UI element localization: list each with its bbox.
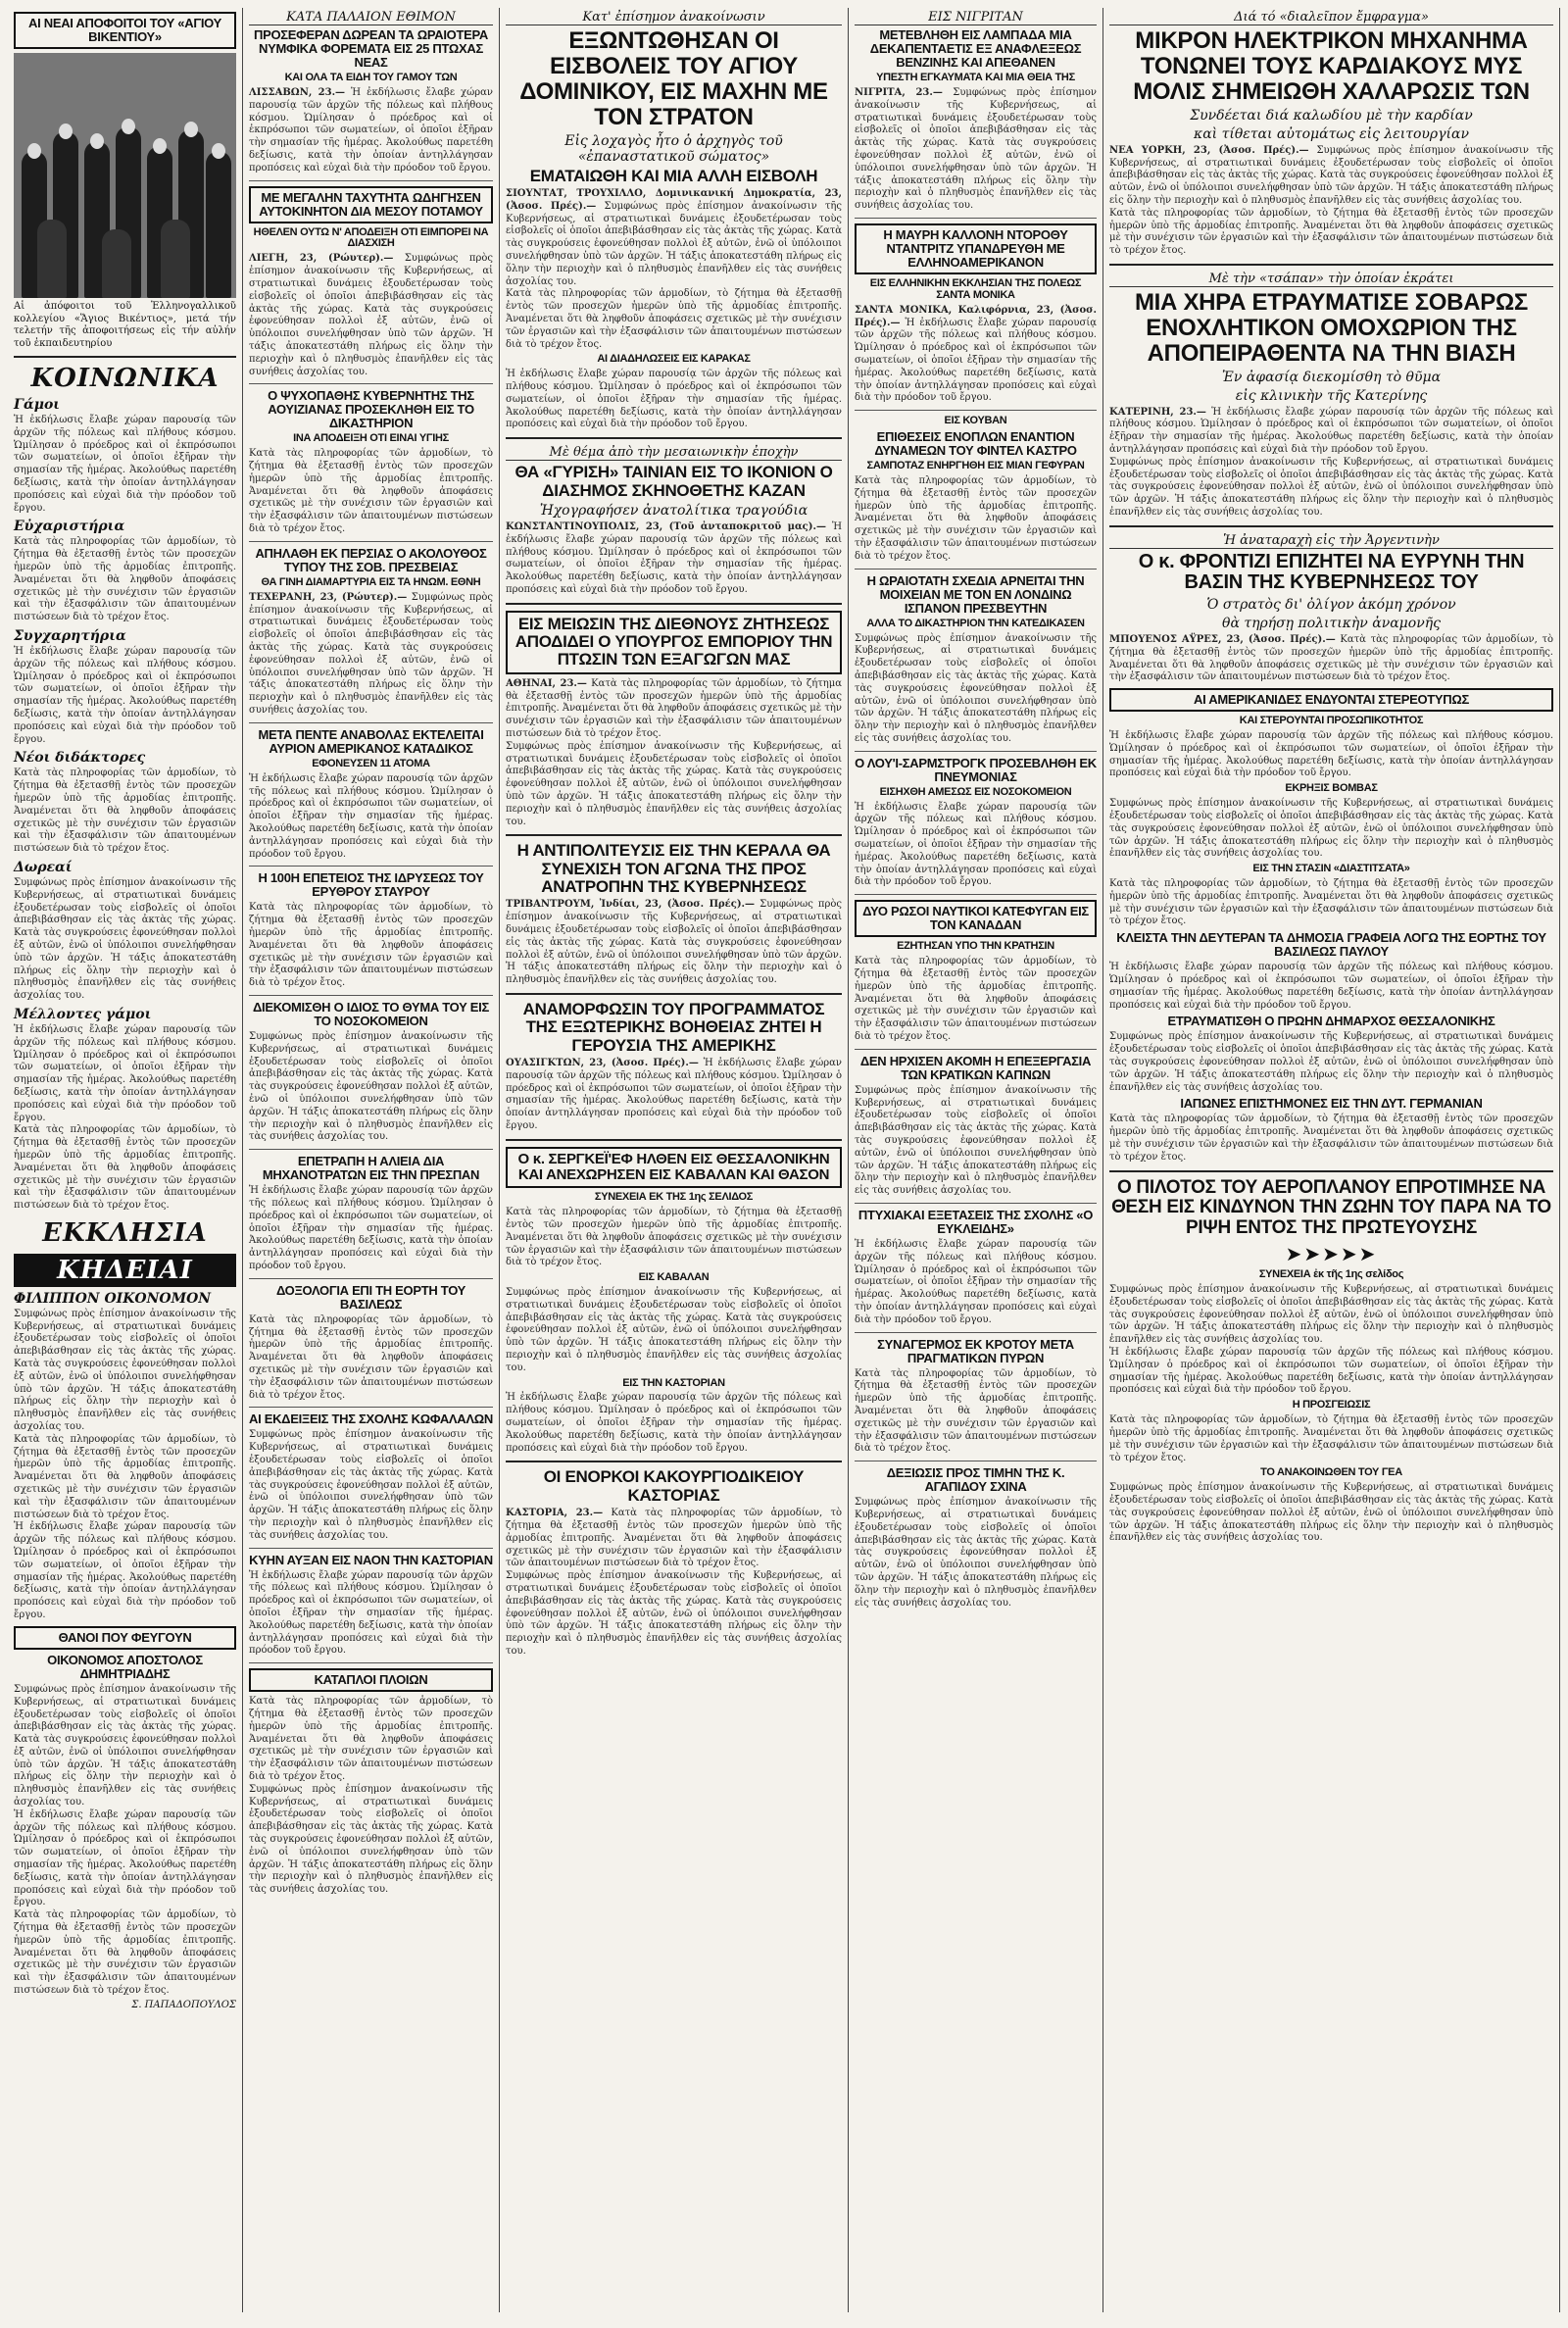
mellontes-text-2: Κατὰ τὰς πληροφορίας τῶν ἁρμοδίων, τὸ ζήτημα θὰ ἐξετασθῇ ἐντὸς τῶν προσεχῶν ἡμερῶν ὑπὸ τῆς ἀρμοδίας ἐπιτροπῆς. Ἀναμένεται ὅτι θὰ ληφθοῦν ἀποφάσεις σχετικῶς μὲ τὴν συνέχισιν τῶν ἐργασιῶν καὶ τὴν ἐξασφάλισιν τῶν ἀπαιτουμένων πιστώσεων διὰ τὸ τρέχον ἔτος. — [14, 1124, 236, 1212]
column-2 — [243, 8, 500, 2312]
didaktores-text: Κατὰ τὰς πληροφορίας τῶν ἁρμοδίων, τὸ ζήτημα θὰ ἐξετασθῇ ἐντὸς τῶν προσεχῶν ἡμερῶν ὑπὸ τῆς ἀρμοδίας ἐπιτροπῆς. Ἀναμένεται ὅτι θὰ ληφθοῦν ἀποφάσεις σχετικῶς μὲ τὴν συνέχισιν τῶν ἐργασιῶν καὶ τὴν ἐξασφάλισιν τῶν ἀπαιτουμένων πιστώσεων διὰ τὸ τρέχον ἔτος. — [14, 768, 236, 855]
sub-bomb: ΕΚΡΗΞΙΣ ΒΟΜΒΑΣ — [1285, 782, 1378, 795]
signature: Σ. ΠΑΠΑΔΟΠΟΥΛΟΣ — [131, 1999, 236, 2010]
dateline-kastoria: ΚΑΣΤΟΡΙΑ, 23.— — [506, 1508, 604, 1519]
headline-kataploi: ΚΑΤΑΠΛΟΙ ΠΛΟΙΩΝ — [249, 1668, 493, 1692]
dateline-lissavon: ΛΙΣΣΑΒΩΝ, 23.— — [249, 86, 346, 98]
sub-kideia-1: ΦΙΛΙΠΠΟΝ ΟΙΚΟΝΟΜΟΝ — [14, 1290, 212, 1307]
eisvoli-text: Συμφώνως πρὸς ἐπίσημον ἀνακοίνωσιν τῆς Κυβερνήσεως, αἱ στρατιωτικαὶ δυνάμεις ἐξουδετέρωσαν τοὺς εἰσβολεῖς οἱ ὁποῖοι ἀπεβιβάσθησαν εἰς τὰς ἀκτὰς τῆς χώρας. Κατὰ τὰς συγκρούσεις ἐφονεύθησαν πολλοὶ ἐξ αὐτῶν, ἐνῶ οἱ ὑπόλοιποι συνελήφθησαν ὑπὸ τῶν ἀρχῶν. Ἡ τάξις ἀποκατεστάθη πλήρως εἰς ὅλην τὴν περιοχὴν καὶ ὁ πληθυσμὸς ἐπανῆλθεν εἰς τὰς συνήθεις ἀσχολίας του. — [506, 200, 842, 287]
sub-stasis: ΕΙΣ ΤΗΝ ΣΤΑΣΙΝ «ΔΙΑΣΤΙΤΣΑΤΑ» — [1252, 863, 1410, 875]
kideia-text: Συμφώνως πρὸς ἐπίσημον ἀνακοίνωσιν τῆς Κυβερνήσεως, αἱ στρατιωτικαὶ δυνάμεις ἐξουδετέρωσαν τοὺς εἰσβολεῖς οἱ ὁποῖοι ἀπεβιβάσθησαν εἰς τὰς ἀκτὰς τῆς χώρας. Κατὰ τὰς συγκρούσεις ἐφονεύθησαν πολλοὶ ἐξ αὐτῶν, ἐνῶ οἱ ὑπόλοιποι συνελήφθησαν ὑπὸ τῶν ἀρχῶν. Ἡ τάξις ἀποκατεστάθη πλήρως εἰς ὅλην τὴν περιοχὴν καὶ ὁ πληθυσμὸς ἐπανῆλθεν εἰς τὰς συνήθεις ἀσχολίας του. — [14, 1308, 236, 1433]
amerikanides-text: Ἡ ἐκδήλωσις ἔλαβε χώραν παρουσίᾳ τῶν ἀρχῶν τῆς πόλεως καὶ πλήθους κόσμου. Ὡμίλησαν ὁ πρόεδρος καὶ οἱ ἐκπρόσωποι τῶν σωματείων, οἱ ὁποῖοι ἐξῆραν τὴν σημασίαν τῆς ἡμέρας. Ἀκολούθως παρετέθη δεξίωσις, κατὰ τὴν ὁποίαν ἀντηλλάγησαν προπόσεις καὶ εὐχαὶ διὰ τὴν πρόοδον τοῦ ἔργου. — [1109, 730, 1553, 779]
sub-nautikoi: ΕΖΗΤΗΣΑΝ ΥΠΟ ΤΗΝ ΚΡΑΤΗΣΙΝ — [897, 940, 1054, 953]
dorea-text: Συμφώνως πρὸς ἐπίσημον ἀνακοίνωσιν τῆς Κυβερνήσεως, αἱ στρατιωτικαὶ δυνάμεις ἐξουδετέρωσαν τοὺς εἰσβολεῖς οἱ ὁποῖοι ἀπεβιβάσθησαν εἰς τὰς ἀκτὰς τῆς χώρας. Κατὰ τὰς συγκρούσεις ἐφονεύθησαν πολλοὶ ἐξ αὐτῶν, ἐνῶ οἱ ὑπόλοιποι συνελήφθησαν ὑπὸ τῶν ἀρχῶν. Ἡ τάξις ἀποκατεστάθη πλήρως εἰς ὅλην τὴν περιοχὴν καὶ ὁ πληθυσμὸς ἐπανῆλθεν εἰς τὰς συνήθεις ἀσχολίας του. — [14, 876, 236, 1002]
section-ekklisia: ΕΚΚΛΗΣΙΑ — [42, 1217, 208, 1248]
sub-ichografisen: Ἠχογραφήσεν ἀνατολίτικα τραγούδια — [539, 502, 808, 519]
oikonomos-text: Συμφώνως πρὸς ἐπίσημον ἀνακοίνωσιν τῆς Κυβερνήσεως, αἱ στρατιωτικαὶ δυνάμεις ἐξουδετέρωσαν τοὺς εἰσβολεῖς οἱ ὁποῖοι ἀπεβιβάσθησαν εἰς τὰς ἀκτὰς τῆς χώρας. Κατὰ τὰς συγκρούσεις ἐφονεύθησαν πολλοὶ ἐξ αὐτῶν, ἐνῶ οἱ ὑπόλοιποι συνελήφθησαν ὑπὸ τῶν ἀρχῶν. Ἡ τάξις ἀποκατεστάθη πλήρως εἰς ὅλην τὴν περιοχὴν καὶ ὁ πληθυσμὸς ἐπανῆλθεν εἰς τὰς συνήθεις ἀσχολίας του. — [14, 1683, 236, 1808]
kicker-nigritan: ΕΙΣ ΝΙΓΡΙΤΑΝ — [855, 10, 1097, 25]
arrow-ornament: ➤➤➤➤➤ — [1285, 1242, 1378, 1266]
headline-amerikanides: ΑΙ ΑΜΕΡΙΚΑΝΙΔΕΣ ΕΝΔΥΟΝΤΑΙ ΣΤΕΡΕΟΤΥΠΩΣ — [1109, 688, 1553, 712]
sub-eucharistiria: Εὐχαριστήρια — [14, 519, 125, 535]
sub-persia: ΘΑ ΓΙΝΗ ΔΙΑΜΑΡΤΥΡΙΑ ΕΙΣ ΤΑ ΗΝΩΜ. ΕΘΝΗ — [261, 575, 481, 588]
exagogon-text-2: Συμφώνως πρὸς ἐπίσημον ἀνακοίνωσιν τῆς Κυβερνήσεως, αἱ στρατιωτικαὶ δυνάμεις ἐξουδετέρωσαν τοὺς εἰσβολεῖς οἱ ὁποῖοι ἀπεβιβάσθησαν εἰς τὰς ἀκτὰς τῆς χώρας. Κατὰ τὰς συγκρούσεις ἐφονεύθησαν πολλοὶ ἐξ αὐτῶν, ἐνῶ οἱ ὑπόλοιποι συνελήφθησαν ὑπὸ τῶν ἀρχῶν. Ἡ τάξις ἀποκατεστάθη πλήρως εἰς ὅλην τὴν περιοχὴν καὶ ὁ πληθυσμὸς ἐπανῆλθεν εἰς τὰς συνήθεις ἀσχολίας του. — [506, 740, 842, 827]
dexiosis-text: Συμφώνως πρὸς ἐπίσημον ἀνακοίνωσιν τῆς Κυβερνήσεως, αἱ στρατιωτικαὶ δυνάμεις ἐξουδετέρωσαν τοὺς εἰσβολεῖς οἱ ὁποῖοι ἀπεβιβάσθησαν εἰς τὰς ἀκτὰς τῆς χώρας. Κατὰ τὰς συγκρούσεις ἐφονεύθησαν πολλοὶ ἐξ αὐτῶν, ἐνῶ οἱ ὑπόλοιποι συνελήφθησαν ὑπὸ τῶν ἀρχῶν. Ἡ τάξις ἀποκατεστάθη πλήρως εἰς ὅλην τὴν περιοχὴν καὶ ὁ πληθυσμὸς ἐπανῆλθεν εἰς τὰς συνήθεις ἀσχολίας του. — [855, 1497, 1097, 1609]
headline-sergkeief: Ο κ. ΣΕΡΓΚΕΪ'ΕΦ ΗΛΘΕΝ ΕΙΣ ΘΕΣΣΑΛΟΝΙΚΗΝ ΚΑΙ ΑΝΕΧΩΡΗΣΕΝ ΕΙΣ ΚΑΒΑΛΑΝ ΚΑΙ ΘΑΣΟΝ — [506, 1147, 842, 1188]
headline-synagermos: ΣΥΝΑΓΕΡΜΟΣ ΕΚ ΚΡΟΤΟΥ ΜΕΤΑ ΠΡΑΓΜΑΤΙΚΩΝ ΠΥΡΩΝ — [877, 1336, 1074, 1365]
dateline-nea-yorki: ΝΕΑ ΥΟΡΚΗ, 23, (Ἀσοσ. Πρές).— — [1109, 144, 1309, 156]
sub-anamonis: θὰ τηρήσῃ πολιτικὴν ἀναμονῆς — [1222, 615, 1441, 631]
headline-kastoria-naos: ΚΥΗΝ ΑΥΞΑΝ ΕΙΣ ΝΑΟΝ ΤΗΝ ΚΑΣΤΟΡΙΑΝ — [249, 1552, 493, 1567]
headline-lampada: ΜΕΤΕΒΛΗΘΗ ΕΙΣ ΛΑΜΠΑΔΑ ΜΙΑ ΔΕΚΑΠΕΝΤΑΕΤΙΣ ΕΞ ΑΝΑΦΛΕΞΕΩΣ ΒΕΝΖΙΝΗΣ ΚΑΙ ΑΠΕΘΑΝΕΝ — [869, 27, 1082, 71]
sub-lampada: ΥΠΕΣΤΗ ΕΓΚΑΥΜΑΤΑ ΚΑΙ ΜΙΑ ΘΕΙΑ ΤΗΣ — [876, 72, 1075, 84]
nosokomeion-text: Συμφώνως πρὸς ἐπίσημον ἀνακοίνωσιν τῆς Κυβερνήσεως, αἱ στρατιωτικαὶ δυνάμεις ἐξουδετέρωσαν τοὺς εἰσβολεῖς οἱ ὁποῖοι ἀπεβιβάσθησαν εἰς τὰς ἀκτὰς τῆς χώρας. Κατὰ τὰς συγκρούσεις ἐφονεύθησαν πολλοὶ ἐξ αὐτῶν, ἐνῶ οἱ ὑπόλοιποι συνελήφθησαν ὑπὸ τῶν ἀρχῶν. Ἡ τάξις ἀποκατεστάθη πλήρως εἰς ὅλην τὴν περιοχὴν καὶ ὁ πληθυσμὸς ἐπανῆλθεν εἰς τὰς συνήθεις ἀσχολίας του. — [249, 1031, 493, 1143]
sub-stratos: Ὁ στρατὸς δι' ὀλίγον ἀκόμη χρόνον — [1206, 596, 1456, 613]
mellontes-text: Ἡ ἐκδήλωσις ἔλαβε χώραν παρουσίᾳ τῶν ἀρχῶν τῆς πόλεως καὶ πλήθους κόσμου. Ὡμίλησαν ὁ πρόεδρος καὶ οἱ ἐκπρόσωποι τῶν σωματείων, οἱ ὁποῖοι ἐξῆραν τὴν σημασίαν τῆς ἡμέρας. Ἀκολούθως παρετέθη δεξίωσις, κατὰ τὴν ὁποίαν ἀντηλλάγησαν προπόσεις καὶ εὐχαὶ διὰ τὴν πρόοδον τοῦ ἔργου. — [14, 1023, 236, 1123]
dimarchos-text: Συμφώνως πρὸς ἐπίσημον ἀνακοίνωσιν τῆς Κυβερνήσεως, αἱ στρατιωτικαὶ δυνάμεις ἐξουδετέρωσαν τοὺς εἰσβολεῖς οἱ ὁποῖοι ἀπεβιβάσθησαν εἰς τὰς ἀκτὰς τῆς χώρας. Κατὰ τὰς συγκρούσεις ἐφονεύθησαν πολλοὶ ἐξ αὐτῶν, ἐνῶ οἱ ὑπόλοιποι συνελήφθησαν ὑπὸ τῶν ἀρχῶν. Ἡ τάξις ἀποκατεστάθη πλήρως εἰς ὅλην τὴν περιοχὴν καὶ ὁ πληθυσμὸς ἐπανῆλθεν εἰς τὰς συνήθεις ἀσχολίας του. — [1109, 1031, 1553, 1093]
headline-kapnon: ΔΕΝ ΗΡΧΙΣΕΝ ΑΚΟΜΗ Η ΕΠΕΞΕΡΓΑΣΙΑ ΤΩΝ ΚΡΑΤΙΚΩΝ ΚΑΠΝΩΝ — [859, 1053, 1092, 1082]
sergkeief-text: Κατὰ τὰς πληροφορίας τῶν ἁρμοδίων, τὸ ζήτημα θὰ ἐξετασθῇ ἐντὸς τῶν προσεχῶν ἡμερῶν ὑπὸ τῆς ἀρμοδίας ἐπιτροπῆς. Ἀναμένεται ὅτι θὰ ληφθοῦν ἀποφάσεις σχετικῶς μὲ τὴν συνέχισιν τῶν ἐργασιῶν καὶ τὴν ἐξασφάλισιν τῶν ἀπαιτουμένων πιστώσεων διὰ τὸ τρέχον ἔτος. — [506, 1207, 842, 1268]
kicker-emfragma: Διά τό «διαλεῖπον ἔμφραγμα» — [1109, 10, 1553, 25]
headline-eukleidis: ΠΤΥΧΙΑΚΑΙ ΕΞΕΤΑΣΕΙΣ ΤΗΣ ΣΧΟΛΗΣ «Ο ΕΥΚΛΕΙΔΗΣ» — [858, 1207, 1094, 1236]
headline-chira: ΜΙΑ ΧΗΡΑ ΕΤΡΑΥΜΑΤΙΣΕ ΣΟΒΑΡΩΣ ΕΝΟΧΛΗΤΙΚΟΝ ΟΜΟΧΩΡΙΟΝ ΤΗΣ ΑΠΟΠΕΙΡΑΘΕΝΤΑ ΝΑ ΤΗΝ ΒΙΑΣΗ — [1134, 288, 1528, 367]
sub-gamoi: Γάμοι — [14, 397, 61, 414]
headline-kerala: Η ΑΝΤΙΠΟΛΙΤΕΥΣΙΣ ΕΙΣ ΤΗΝ ΚΕΡΑΛΑ ΘΑ ΣΥΝΕΧΙΣΗ ΤΟΝ ΑΓΩΝΑ ΤΗΣ ΠΡΟΣ ΑΝΑΤΡΟΠΗΝ ΤΗΣ ΚΥΒΕΡΝΗΣΕΩΣ — [516, 841, 831, 897]
dateline-siountat: ΣΙΟΥΝΤΑΤ, ΤΡΟΥΧΙΛΛΟ, Δομινικανική Δημοκρατία, 23, (Ἀσοσ. Πρές).— — [506, 187, 842, 212]
headline-eisvoli: ΕΜΑΤΑΙΩΘΗ ΚΑΙ ΜΙΑ ΑΛΛΗ ΕΙΣΒΟΛΗ — [529, 166, 818, 185]
sub-leitourgian: καὶ τίθεται αὐτομάτως εἰς λειτουργίαν — [1194, 125, 1469, 142]
sub-thanoi: ΘΑΝΟΙ ΠΟΥ ΦΕΥΓΟΥΝ — [14, 1626, 236, 1650]
photo-caption: Αἱ ἀπόφοιτοι τοῦ Ἑλληνογαλλικοῦ κολλεγίου «Ἅγιος Βικέντιος», μετά τήν τελετήν τῆς ἀποφοιτήσεως εἰς τήν αὐλήν τοῦ ἐκπαιδευτηρίου — [14, 301, 236, 349]
eisvoli-text-2: Κατὰ τὰς πληροφορίας τῶν ἁρμοδίων, τὸ ζήτημα θὰ ἐξετασθῇ ἐντὸς τῶν προσεχῶν ἡμερῶν ὑπὸ τῆς ἀρμοδίας ἐπιτροπῆς. Ἀναμένεται ὅτι θὰ ληφθοῦν ἀποφάσεις σχετικῶς μὲ τὴν συνέχισιν τῶν ἐργασιῶν καὶ τὴν ἐξασφάλισιν τῶν ἀπαιτουμένων πιστώσεων διὰ τὸ τρέχον ἔτος. — [506, 288, 842, 350]
synagermos-text: Κατὰ τὰς πληροφορίας τῶν ἁρμοδίων, τὸ ζήτημα θὰ ἐξετασθῇ ἐντὸς τῶν προσεχῶν ἡμερῶν ὑπὸ τῆς ἀρμοδίας ἐπιτροπῆς. Ἀναμένεται ὅτι θὰ ληφθοῦν ἀποφάσεις σχετικῶς μὲ τὴν συνέχισιν τῶν ἐργασιῶν καὶ τὴν ἐξασφάλισιν τῶν ἀπαιτουμένων πιστώσεων διὰ τὸ τρέχον ἔτος. — [855, 1367, 1097, 1455]
headline-kastro: ΕΠΙΘΕΣΕΙΣ ΕΝΟΠΛΩΝ ΕΝΑΝΤΙΟΝ ΔΥΝΑΜΕΩΝ ΤΟΥ ΦΙΝΤΕΛ ΚΑΣΤΡΟ — [874, 429, 1077, 459]
voitheias-text: Ἡ ἐκδήλωσις ἔλαβε χώραν παρουσίᾳ τῶν ἀρχῶν τῆς πόλεως καὶ πλήθους κόσμου. Ὡμίλησαν ὁ πρόεδρος καὶ οἱ ἐκπρόσωποι τῶν σωματείων, οἱ ὁποῖοι ἐξῆραν τὴν σημασίαν τῆς ἡμέρας. Ἀκολούθως παρετέθη δεξίωσις, κατὰ τὴν ὁποίαν ἀντηλλάγησαν προπόσεις καὶ εὐχαὶ διὰ τὴν πρόοδον τοῦ ἔργου. — [506, 1058, 842, 1132]
sub-oikonomos: ΟΙΚΟΝΟΜΟΣ ΑΠΟΣΤΟΛΟΣ ΔΗΜΗΤΡΙΑΔΗΣ — [47, 1652, 203, 1681]
dateline-nigrita: ΝΙΓΡΙΤΑ, 23.— — [855, 86, 943, 98]
dateline-liegi: ΛΙΕΓΗ, 23, (Ρώυτερ).— — [249, 253, 394, 265]
sub-louiziana: ΙΝΑ ΑΠΟΔΕΙΞΗ ΟΤΙ ΕΙΝΑΙ ΥΓΙΗΣ — [293, 432, 449, 445]
sub-amerikanides: ΚΑΙ ΣΤΕΡΟΥΝΤΑΙ ΠΡΟΣΩΠΙΚΟΤΗΤΟΣ — [1239, 715, 1424, 727]
sub-kouvan: ΕΙΣ ΚΟΥΒΑΝ — [944, 415, 1007, 427]
headline-kazan: ΘΑ «ΓΥΡΙΣΗ» ΤΑΙΝΙΑΝ ΕΙΣ ΤΟ ΙΚΟΝΙΟΝ Ο ΔΙΑΣΗΜΟΣ ΣΚΗΝΟΘΕΤΗΣ ΚΑΖΑΝ — [514, 463, 833, 500]
lampada-text: Συμφώνως πρὸς ἐπίσημον ἀνακοίνωσιν τῆς Κυβερνήσεως, αἱ στρατιωτικαὶ δυνάμεις ἐξουδετέρωσαν τοὺς εἰσβολεῖς οἱ ὁποῖοι ἀπεβιβάσθησαν εἰς τὰς ἀκτὰς τῆς χώρας. Κατὰ τὰς συγκρούσεις ἐφονεύθησαν πολλοὶ ἐξ αὐτῶν, ἐνῶ οἱ ὑπόλοιποι συνελήφθησαν ὑπὸ τῶν ἀρχῶν. Ἡ τάξις ἀποκατεστάθη πλήρως εἰς ὅλην τὴν περιοχὴν καὶ ὁ πληθυσμὸς ἐπανῆλθεν εἰς τὰς συνήθεις ἀσχολίας του. — [855, 86, 1097, 212]
headline-nymfika: ΠΡΟΣΕΦΕΡΑΝ ΔΩΡΕΑΝ ΤΑ ΩΡΑΙΟΤΕΡΑ ΝΥΜΦΙΚΑ ΦΟΡΕΜΑΤΑ ΕΙΣ 25 ΠΤΩΧΑΣ ΝΕΑΣ — [253, 27, 489, 71]
dateline-techerani: ΤΕΧΕΡΑΝΗ, 23, (Ρώυτερ).— — [249, 591, 408, 603]
eucharistiria-text: Κατὰ τὰς πληροφορίας τῶν ἁρμοδίων, τὸ ζήτημα θὰ ἐξετασθῇ ἐντὸς τῶν προσεχῶν ἡμερῶν ὑπὸ τῆς ἀρμοδίας ἐπιτροπῆς. Ἀναμένεται ὅτι θὰ ληφθοῦν ἀποφάσεις σχετικῶς μὲ τὴν συνέχισιν τῶν ἐργασιῶν καὶ τὴν ἐξασφάλισιν τῶν ἀπαιτουμένων πιστώσεων διὰ τὸ τρέχον ἔτος. — [14, 536, 236, 623]
headline-prespa: ΕΠΕΤΡΑΠΗ Η ΑΛΙΕΙΑ ΔΙΑ ΜΗΧΑΝΟΤΡΑΤΩΝ ΕΙΣ ΤΗΝ ΠΡΕΣΠΑΝ — [262, 1154, 480, 1183]
sub-synecheia-pilotos: ΣΥΝΕΧΕΙΑ ἐκ τῆς 1ης σελίδος — [1258, 1268, 1404, 1281]
kazan-text: Ἡ ἐκδήλωσις ἔλαβε χώραν παρουσίᾳ τῶν ἀρχῶν τῆς πόλεως καὶ πλήθους κόσμου. Ὡμίλησαν ὁ πρόεδρος καὶ οἱ ἐκπρόσωποι τῶν σωματείων, οἱ ὁποῖοι ἐξῆραν τὴν σημασίαν τῆς ἡμέρας. Ἀκολούθως παρετέθη δεξίωσις, κατὰ τὴν ὁποίαν ἀντηλλάγησαν προπόσεις καὶ εὐχαὶ διὰ τὴν πρόοδον τοῦ ἔργου. — [506, 520, 842, 595]
stasis-text: Κατὰ τὰς πληροφορίας τῶν ἁρμοδίων, τὸ ζήτημα θὰ ἐξετασθῇ ἐντὸς τῶν προσεχῶν ἡμερῶν ὑπὸ τῆς ἀρμοδίας ἐπιτροπῆς. Ἀναμένεται ὅτι θὰ ληφθοῦν ἀποφάσεις σχετικῶς μὲ τὴν συνέχισιν τῶν ἐργασιῶν καὶ τὴν ἐξασφάλισιν τῶν ἀπαιτουμένων πιστώσεων διὰ τὸ τρέχον ἔτος. — [1109, 877, 1553, 927]
sub-armstrong: ΕΙΣΗΧΘΗ ΑΜΕΣΩΣ ΕΙΣ ΝΟΣΟΚΟΜΕΙΟΝ — [879, 785, 1072, 798]
kavalan-text: Συμφώνως πρὸς ἐπίσημον ἀνακοίνωσιν τῆς Κυβερνήσεως, αἱ στρατιωτικαὶ δυνάμεις ἐξουδετέρωσαν τοὺς εἰσβολεῖς οἱ ὁποῖοι ἀπεβιβάσθησαν εἰς τὰς ἀκτὰς τῆς χώρας. Κατὰ τὰς συγκρούσεις ἐφονεύθησαν πολλοὶ ἐξ αὐτῶν, ἐνῶ οἱ ὑπόλοιποι συνελήφθησαν ὑπὸ τῶν ἀρχῶν. Ἡ τάξις ἀποκατεστάθη πλήρως εἰς ὅλην τὴν περιοχὴν καὶ ὁ πληθυσμὸς ἐπανῆλθεν εἰς τὰς συνήθεις ἀσχολίας του. — [506, 1286, 842, 1373]
pilotos-text-2: Ἡ ἐκδήλωσις ἔλαβε χώραν παρουσίᾳ τῶν ἀρχῶν τῆς πόλεως καὶ πλήθους κόσμου. Ὡμίλησαν ὁ πρόεδρος καὶ οἱ ἐκπρόσωποι τῶν σωματείων, οἱ ὁποῖοι ἐξῆραν τὴν σημασίαν τῆς ἡμέρας. Ἀκολούθως παρετέθη δεξίωσις, κατὰ τὴν ὁποίαν ἀντηλλάγησαν προπόσεις καὶ εὐχαὶ διὰ τὴν πρόοδον τοῦ ἔργου. — [1109, 1347, 1553, 1396]
dateline-konstantinoupolis: ΚΩΝΣΤΑΝΤΙΝΟΥΠΟΛΙΣ, 23, (Τοῦ ἀνταποκριτοῦ μας).— — [506, 520, 826, 532]
sub-ntantritz: ΕΙΣ ΕΛΛΗΝΙΚΗΝ ΕΚΚΛΗΣΙΑΝ ΤΗΣ ΠΟΛΕΩΣ ΣΑΝΤΑ ΜΟΝΙΚΑ — [869, 277, 1082, 301]
pilotos-text: Συμφώνως πρὸς ἐπίσημον ἀνακοίνωσιν τῆς Κυβερνήσεως, αἱ στρατιωτικαὶ δυνάμεις ἐξουδετέρωσαν τοὺς εἰσβολεῖς οἱ ὁποῖοι ἀπεβιβάσθησαν εἰς τὰς ἀκτὰς τῆς χώρας. Κατὰ τὰς συγκρούσεις ἐφονεύθησαν πολλοὶ ἐξ αὐτῶν, ἐνῶ οἱ ὑπόλοιποι συνελήφθησαν ὑπὸ τῶν ἀρχῶν. Ἡ τάξις ἀποκατεστάθη πλήρως εἰς ὅλην τὴν περιοχὴν καὶ ὁ πληθυσμὸς ἐπανῆλθεν εἰς τὰς συνήθεις ἀσχολίας του. — [1109, 1284, 1553, 1346]
headline-potamou: ΜΕ ΜΕΓΑΛΗΝ ΤΑΧΥΤΗΤΑ ΩΔΗΓΗΣΕΝ ΑΥΤΟΚΙΝΗΤΟΝ ΔΙΑ ΜΕΣΟΥ ΠΟΤΑΜΟΥ — [249, 186, 493, 223]
headline-pilotos: Ο ΠΙΛΟΤΟΣ ΤΟΥ ΑΕΡΟΠΛΑΝΟΥ ΕΠΡΟΤΙΜΗΣΕ ΝΑ ΘΕΣΗ ΕΙΣ ΚΙΝΔΥΝΟΝ ΤΗΝ ΖΩΗΝ ΤΟΥ ΠΑΡΑ ΝΑ ΤΟ ΡΙΨΗ ΕΝΤΟΣ ΤΗΣ ΠΡΩΤΕΥΟΥΣΗΣ — [1111, 1176, 1551, 1238]
katadikos-text: Ἡ ἐκδήλωσις ἔλαβε χώραν παρουσίᾳ τῶν ἀρχῶν τῆς πόλεως καὶ πλήθους κόσμου. Ὡμίλησαν ὁ πρόεδρος καὶ οἱ ἐκπρόσωποι τῶν σωματείων, οἱ ὁποῖοι ἐξῆραν τὴν σημασίαν τῆς ἡμέρας. Ἀκολούθως παρετέθη δεξίωσις, κατὰ τὴν ὁποίαν ἀντηλλάγησαν προπόσεις καὶ εὐχαὶ διὰ τὴν πρόοδον τοῦ ἔργου. — [249, 772, 493, 860]
kastorian-text: Ἡ ἐκδήλωσις ἔλαβε χώραν παρουσίᾳ τῶν ἀρχῶν τῆς πόλεως καὶ πλήθους κόσμου. Ὡμίλησαν ὁ πρόεδρος καὶ οἱ ἐκπρόσωποι τῶν σωματείων, οἱ ὁποῖοι ἐξῆραν τὴν σημασίαν τῆς ἡμέρας. Ἀκολούθως παρετέθη δεξίωσις, κατὰ τὴν ὁποίαν ἀντηλλάγησαν προπόσεις καὶ εὐχαὶ διὰ τὴν πρόοδον τοῦ ἔργου. — [506, 1392, 842, 1454]
dateline-trivandroum: ΤΡΙΒΑΝΤΡΟΥΜ, Ἰνδίαι, 23, (Ἀσοσ. Πρές).— — [506, 899, 756, 911]
kastro-text: Κατὰ τὰς πληροφορίας τῶν ἁρμοδίων, τὸ ζήτημα θὰ ἐξετασθῇ ἐντὸς τῶν προσεχῶν ἡμερῶν ὑπὸ τῆς ἀρμοδίας ἐπιτροπῆς. Ἀναμένεται ὅτι θὰ ληφθοῦν ἀποφάσεις σχετικῶς μὲ τὴν συνέχισιν τῶν ἐργασιῶν καὶ τὴν ἐξασφάλισιν τῶν ἀπαιτουμένων πιστώσεων διὰ τὸ τρέχον ἔτος. — [855, 474, 1097, 562]
sub-synecheia: ΣΥΝΕΧΕΙΑ ΕΚ ΤΗΣ 1ης ΣΕΛΙΔΟΣ — [594, 1191, 754, 1204]
headline-enorkoi: ΟΙ ΕΝΟΡΚΟΙ ΚΑΚΟΥΡΓΙΟΔΙΚΕΙΟΥ ΚΑΣΤΟΡΙΑΣ — [543, 1467, 805, 1505]
kofalalon-text: Συμφώνως πρὸς ἐπίσημον ἀνακοίνωσιν τῆς Κυβερνήσεως, αἱ στρατιωτικαὶ δυνάμεις ἐξουδετέρωσαν τοὺς εἰσβολεῖς οἱ ὁποῖοι ἀπεβιβάσθησαν εἰς τὰς ἀκτὰς τῆς χώρας. Κατὰ τὰς συγκρούσεις ἐφονεύθησαν πολλοὶ ἐξ αὐτῶν, ἐνῶ οἱ ὑπόλοιποι συνελήφθησαν ὑπὸ τῶν ἀρχῶν. Ἡ τάξις ἀποκατεστάθη πλήρως εἰς ὅλην τὴν περιοχὴν καὶ ὁ πληθυσμὸς ἐπανῆλθεν εἰς τὰς συνήθεις ἀσχολίας του. — [249, 1429, 493, 1541]
prosgeiosis-text: Κατὰ τὰς πληροφορίας τῶν ἁρμοδίων, τὸ ζήτημα θὰ ἐξετασθῇ ἐντὸς τῶν προσεχῶν ἡμερῶν ὑπὸ τῆς ἀρμοδίας ἐπιτροπῆς. Ἀναμένεται ὅτι θὰ ληφθοῦν ἀποφάσεις σχετικῶς μὲ τὴν συνέχισιν τῶν ἐργασιῶν καὶ τὴν ἐξασφάλισιν τῶν ἀπαιτουμένων πιστώσεων διὰ τὸ τρέχον ἔτος. — [1109, 1414, 1553, 1463]
headline-persia: ΑΠΗΛΑΘΗ ΕΚ ΠΕΡΣΙΑΣ Ο ΑΚΟΛΟΥΘΟΣ ΤΥΠΟΥ ΤΗΣ ΣΟΒ. ΠΡΕΣΒΕΙΑΣ — [255, 545, 487, 574]
sub-anakoinothen: ΤΟ ΑΝΑΚΟΙΝΩΘΕΝ ΤΟΥ ΓΕΑ — [1260, 1466, 1402, 1479]
enorkoi-text-2: Συμφώνως πρὸς ἐπίσημον ἀνακοίνωσιν τῆς Κυβερνήσεως, αἱ στρατιωτικαὶ δυνάμεις ἐξουδετέρωσαν τοὺς εἰσβολεῖς οἱ ὁποῖοι ἀπεβιβάσθησαν εἰς τὰς ἀκτὰς τῆς χώρας. Κατὰ τὰς συγκρούσεις ἐφονεύθησαν πολλοὶ ἐξ αὐτῶν, ἐνῶ οἱ ὑπόλοιποι συνελήφθησαν ὑπὸ τῶν ἀρχῶν. Ἡ τάξις ἀποκατεστάθη πλήρως εἰς ὅλην τὴν περιοχὴν καὶ ὁ πληθυσμὸς ἐπανῆλθεν εἰς τὰς συνήθεις ἀσχολίας του. — [506, 1570, 842, 1657]
kastoria-naos-text: Ἡ ἐκδήλωσις ἔλαβε χώραν παρουσίᾳ τῶν ἀρχῶν τῆς πόλεως καὶ πλήθους κόσμου. Ὡμίλησαν ὁ πρόεδρος καὶ οἱ ἐκπρόσωποι τῶν σωματείων, οἱ ὁποῖοι ἐξῆραν τὴν σημασίαν τῆς ἡμέρας. Ἀκολούθως παρετέθη δεξίωσις, κατὰ τὴν ὁποίαν ἀντηλλάγησαν προπόσεις καὶ εὐχαὶ διὰ τὴν πρόοδον τοῦ ἔργου. — [249, 1569, 493, 1657]
headline-voitheias: ΑΝΑΜΟΡΦΩΣΙΝ ΤΟΥ ΠΡΟΓΡΑΜΜΑΤΟΣ ΤΗΣ ΕΞΩΤΕΡΙΚΗΣ ΒΟΗΘΕΙΑΣ ΖΗΤΕΙ Η ΓΕΡΟΥΣΙΑ ΤΗΣ ΑΜΕΡΙΚΗΣ — [522, 1000, 825, 1055]
grafeia-text: Ἡ ἐκδήλωσις ἔλαβε χώραν παρουσίᾳ τῶν ἀρχῶν τῆς πόλεως καὶ πλήθους κόσμου. Ὡμίλησαν ὁ πρόεδρος καὶ οἱ ἐκπρόσωποι τῶν σωματείων, οἱ ὁποῖοι ἐξῆραν τὴν σημασίαν τῆς ἡμέρας. Ἀκολούθως παρετέθη δεξίωσις, κατὰ τὴν ὁποίαν ἀντηλλάγησαν προπόσεις καὶ εὐχαὶ διὰ τὴν πρόοδον τοῦ ἔργου. — [1109, 962, 1553, 1011]
kicker-tsapan: Μὲ τὴν «τσάπαν» τὴν ὁποίαν ἐκράτει — [1109, 272, 1553, 287]
sub-potamou: ΗΘΕΛΕΝ ΟΥΤΩ Ν' ΑΠΟΔΕΙΞΗ ΟΤΙ ΕΙΜΠΟΡΕΙ ΝΑ ΔΙΑΣΧΙΣΗ — [253, 225, 489, 250]
headline-dominikou: ΕΞΩΝΤΩΘΗΣΑΝ ΟΙ ΕΙΣΒΟΛΕΙΣ ΤΟΥ ΑΓΙΟΥ ΔΟΜΙΝΙΚΟΥ, ΕΙΣ ΜΑΧΗΝ ΜΕ ΤΟΝ ΣΤΡΑΤΟΝ — [519, 27, 828, 130]
headline-doxologia: ΔΟΞΟΛΟΓΙΑ ΕΠΙ ΤΗ ΕΟΡΤΗ ΤΟΥ ΒΑΣΙΛΕΩΣ — [275, 1282, 466, 1312]
sub-katadikos: ΕΦΟΝΕΥΣΕΝ 11 ΑΤΟΜΑ — [312, 757, 430, 769]
iapones-text: Κατὰ τὰς πληροφορίας τῶν ἁρμοδίων, τὸ ζήτημα θὰ ἐξετασθῇ ἐντὸς τῶν προσεχῶν ἡμερῶν ὑπὸ τῆς ἀρμοδίας ἐπιτροπῆς. Ἀναμένεται ὅτι θὰ ληφθοῦν ἀποφάσεις σχετικῶς μὲ τὴν συνέχισιν τῶν ἐργασιῶν καὶ τὴν ἐξασφάλισιν τῶν ἀπαιτουμένων πιστώσεων διὰ τὸ τρέχον ἔτος. — [1109, 1114, 1553, 1163]
ntantritz-text: Ἡ ἐκδήλωσις ἔλαβε χώραν παρουσίᾳ τῶν ἀρχῶν τῆς πόλεως καὶ πλήθους κόσμου. Ὡμίλησαν ὁ πρόεδρος καὶ οἱ ἐκπρόσωποι τῶν σωματείων, οἱ ὁποῖοι ἐξῆραν τὴν σημασίαν τῆς ἡμέρας. Ἀκολούθως παρετέθη δεξίωσις, κατὰ τὴν ὁποίαν ἀντηλλάγησαν προπόσεις καὶ εὐχαὶ διὰ τὴν πρόοδον τοῦ ἔργου. — [855, 317, 1097, 404]
sub-katerinis: εἰς κλινικὴν τῆς Κατερίνης — [1235, 387, 1428, 404]
sub-kastro: ΣΑΜΠΟΤΑΖ ΕΝΗΡΓΗΘΗ ΕΙΣ ΜΙΑΝ ΓΕΦΥΡΑΝ — [866, 460, 1085, 472]
kicker-mesaioniki: Μὲ θέμα ἀπὸ τὴν μεσαιωνικὴν ἐποχὴν — [506, 445, 842, 461]
headline-grafeia: ΚΛΕΙΣΤΑ ΤΗΝ ΔΕΥΤΕΡΑΝ ΤΑ ΔΗΜΟΣΙΑ ΓΡΑΦΕΙΑ ΛΟΓΩ ΤΗΣ ΕΟΡΤΗΣ ΤΟΥ ΒΑΣΙΛΕΩΣ ΠΑΥΛΟΥ — [1116, 930, 1546, 960]
karakas-text: Ἡ ἐκδήλωσις ἔλαβε χώραν παρουσίᾳ τῶν ἀρχῶν τῆς πόλεως καὶ πλήθους κόσμου. Ὡμίλησαν ὁ πρόεδρος καὶ οἱ ἐκπρόσωποι τῶν σωματείων, οἱ ὁποῖοι ἐξῆραν τὴν σημασίαν τῆς ἡμέρας. Ἀκολούθως παρετέθη δεξίωσις, κατὰ τὴν ὁποίαν ἀντηλλάγησαν προπόσεις καὶ εὐχαὶ διὰ τὴν πρόοδον τοῦ ἔργου. — [506, 369, 842, 430]
sub-kastorian: ΕΙΣ ΤΗΝ ΚΑΣΤΟΡΙΑΝ — [622, 1376, 725, 1389]
sub-neoi-didaktores: Νέοι διδάκτορες — [14, 750, 146, 767]
nymfika-text: Ἡ ἐκδήλωσις ἔλαβε χώραν παρουσίᾳ τῶν ἀρχῶν τῆς πόλεως καὶ πλήθους κόσμου. Ὡμίλησαν ὁ πρόεδρος καὶ οἱ ἐκπρόσωποι τῶν σωματείων, οἱ ὁποῖοι ἐξῆραν τὴν σημασίαν τῆς ἡμέρας. Ἀκολούθως παρετέθη δεξίωσις, κατὰ τὴν ὁποίαν ἀντηλλάγησαν προπόσεις καὶ εὐχαὶ διὰ τὴν πρόοδον τοῦ ἔργου. — [249, 86, 493, 173]
potamou-text: Συμφώνως πρὸς ἐπίσημον ἀνακοίνωσιν τῆς Κυβερνήσεως, αἱ στρατιωτικαὶ δυνάμεις ἐξουδετέρωσαν τοὺς εἰσβολεῖς οἱ ὁποῖοι ἀπεβιβάσθησαν εἰς τὰς ἀκτὰς τῆς χώρας. Κατὰ τὰς συγκρούσεις ἐφονεύθησαν πολλοὶ ἐξ αὐτῶν, ἐνῶ οἱ ὑπόλοιποι συνελήφθησαν ὑπὸ τῶν ἀρχῶν. Ἡ τάξις ἀποκατεστάθη πλήρως εἰς ὅλην τὴν περιοχὴν καὶ ὁ πληθυσμὸς ἐπανῆλθεν εἰς τὰς συνήθεις ἀσχολίας του. — [249, 253, 493, 377]
kapnon-text: Συμφώνως πρὸς ἐπίσημον ἀνακοίνωσιν τῆς Κυβερνήσεως, αἱ στρατιωτικαὶ δυνάμεις ἐξουδετέρωσαν τοὺς εἰσβολεῖς οἱ ὁποῖοι ἀπεβιβάσθησαν εἰς τὰς ἀκτὰς τῆς χώρας. Κατὰ τὰς συγκρούσεις ἐφονεύθησαν πολλοὶ ἐξ αὐτῶν, ἐνῶ οἱ ὑπόλοιποι συνελήφθησαν ὑπὸ τῶν ἀρχῶν. Ἡ τάξις ἀποκατεστάθη πλήρως εἰς ὅλην τὴν περιοχὴν καὶ ὁ πληθυσμὸς ἐπανῆλθεν εἰς τὰς συνήθεις ἀσχολίας του. — [855, 1084, 1097, 1197]
dateline-buenos-aires: ΜΠΟΥΕΝΟΣ ΑΫΡΕΣ, 23, (Ἀσοσ. Πρές).— — [1109, 633, 1336, 645]
sub-prosgeiosis: Η ΠΡΟΣΓΕΙΩΣΙΣ — [1292, 1399, 1371, 1412]
section-koinonika: ΚΟΙΝΩΝΙΚΑ — [30, 364, 220, 394]
column-5 — [1103, 8, 1560, 2312]
sub-nymfika: ΚΑΙ ΟΛΑ ΤΑ ΕΙΔΗ ΤΟΥ ΓΑΜΟΥ ΤΩΝ — [284, 72, 458, 84]
frontizi-text: Κατὰ τὰς πληροφορίας τῶν ἁρμοδίων, τὸ ζήτημα θὰ ἐξετασθῇ ἐντὸς τῶν προσεχῶν ἡμερῶν ὑπὸ τῆς ἀρμοδίας ἐπιτροπῆς. Ἀναμένεται ὅτι θὰ ληφθοῦν ἀποφάσεις σχετικῶς μὲ τὴν συνέχισιν τῶν ἐργασιῶν καὶ τὴν ἐξασφάλισιν τῶν ἀπαιτουμένων πιστώσεων διὰ τὸ τρέχον ἔτος. — [1109, 633, 1553, 683]
dateline-ouasigkton: ΟΥΑΣΙΓΚΤΩΝ, 23, (Ἀσοσ. Πρές).— — [506, 1058, 699, 1069]
louiziana-text: Κατὰ τὰς πληροφορίας τῶν ἁρμοδίων, τὸ ζήτημα θὰ ἐξετασθῇ ἐντὸς τῶν προσεχῶν ἡμερῶν ὑπὸ τῆς ἀρμοδίας ἐπιτροπῆς. Ἀναμένεται ὅτι θὰ ληφθοῦν ἀποφάσεις σχετικῶς μὲ τὴν συνέχισιν τῶν ἐργασιῶν καὶ τὴν ἐξασφάλισιν τῶν ἀπαιτουμένων πιστώσεων διὰ τὸ τρέχον ἔτος. — [249, 448, 493, 535]
kerala-text: Συμφώνως πρὸς ἐπίσημον ἀνακοίνωσιν τῆς Κυβερνήσεως, αἱ στρατιωτικαὶ δυνάμεις ἐξουδετέρωσαν τοὺς εἰσβολεῖς οἱ ὁποῖοι ἀπεβιβάσθησαν εἰς τὰς ἀκτὰς τῆς χώρας. Κατὰ τὰς συγκρούσεις ἐφονεύθησαν πολλοὶ ἐξ αὐτῶν, ἐνῶ οἱ ὑπόλοιποι συνελήφθησαν ὑπὸ τῶν ἀρχῶν. Ἡ τάξις ἀποκατεστάθη πλήρως εἰς ὅλην τὴν περιοχὴν καὶ ὁ πληθυσμὸς ἐπανῆλθεν εἰς τὰς συνήθεις ἀσχολίας του. — [506, 899, 842, 986]
headline-moicheia: Η ΩΡΑΙΟΤΑΤΗ ΣΧΕΔΙΑ ΑΡΝΕΙΤΑΙ ΤΗΝ ΜΟΙΧΕΙΑΝ ΜΕ ΤΟΝ ΕΝ ΛΟΝΔΙΝΩ ΙΣΠΑΝΟΝ ΠΡΕΣΒΕΥΤΗΝ — [866, 572, 1085, 616]
kicker-anakoinosin: Κατ' ἐπίσημον ἀνακοίνωσιν — [506, 10, 842, 25]
moicheia-text: Συμφώνως πρὸς ἐπίσημον ἀνακοίνωσιν τῆς Κυβερνήσεως, αἱ στρατιωτικαὶ δυνάμεις ἐξουδετέρωσαν τοὺς εἰσβολεῖς οἱ ὁποῖοι ἀπεβιβάσθησαν εἰς τὰς ἀκτὰς τῆς χώρας. Κατὰ τὰς συγκρούσεις ἐφονεύθησαν πολλοὶ ἐξ αὐτῶν, ἐνῶ οἱ ὑπόλοιποι συνελήφθησαν ὑπὸ τῶν ἀρχῶν. Ἡ τάξις ἀποκατεστάθη πλήρως εἰς ὅλην τὴν περιοχὴν καὶ ὁ πληθυσμὸς ἐπανῆλθεν εἰς τὰς συνήθεις ἀσχολίας του. — [855, 632, 1097, 744]
sub-lochagos: Εἰς λοχαγὸς ἦτο ὁ ἀρχηγὸς τοῦ «ἐπαναστατικοῦ σώματος» — [564, 132, 783, 165]
headline-exagogon: ΕΙΣ ΜΕΙΩΣΙΝ ΤΗΣ ΔΙΕΘΝΟΥΣ ΖΗΤΗΣΕΩΣ ΑΠΟΔΙΔΕΙ Ο ΥΠΟΥΡΓΟΣ ΕΜΠΟΡΙΟΥ ΤΗΝ ΠΤΩΣΙΝ ΤΩΝ ΕΞΑΓΩΓΩΝ ΜΑΣ — [506, 611, 842, 674]
sub-kavalan: ΕΙΣ ΚΑΒΑΛΑΝ — [638, 1271, 710, 1284]
chira-text-2: Συμφώνως πρὸς ἐπίσημον ἀνακοίνωσιν τῆς Κυβερνήσεως, αἱ στρατιωτικαὶ δυνάμεις ἐξουδετέρωσαν τοὺς εἰσβολεῖς οἱ ὁποῖοι ἀπεβιβάσθησαν εἰς τὰς ἀκτὰς τῆς χώρας. Κατὰ τὰς συγκρούσεις ἐφονεύθησαν πολλοὶ ἐξ αὐτῶν, ἐνῶ οἱ ὑπόλοιποι συνελήφθησαν ὑπὸ τῶν ἀρχῶν. Ἡ τάξις ἀποκατεστάθη πλήρως εἰς ὅλην τὴν περιοχὴν καὶ ὁ πληθυσμὸς ἐπανῆλθεν εἰς τὰς συνήθεις ἀσχολίας του. — [1109, 456, 1553, 518]
nautikoi-text: Κατὰ τὰς πληροφορίας τῶν ἁρμοδίων, τὸ ζήτημα θὰ ἐξετασθῇ ἐντὸς τῶν προσεχῶν ἡμερῶν ὑπὸ τῆς ἀρμοδίας ἐπιτροπῆς. Ἀναμένεται ὅτι θὰ ληφθοῦν ἀποφάσεις σχετικῶς μὲ τὴν συνέχισιν τῶν ἐργασιῶν καὶ τὴν ἐξασφάλισιν τῶν ἀπαιτουμένων πιστώσεων διὰ τὸ τρέχον ἔτος. — [855, 956, 1097, 1042]
armstrong-text: Ἡ ἐκδήλωσις ἔλαβε χώραν παρουσίᾳ τῶν ἀρχῶν τῆς πόλεως καὶ πλήθους κόσμου. Ὡμίλησαν ὁ πρόεδρος καὶ οἱ ἐκπρόσωποι τῶν σωματείων, οἱ ὁποῖοι ἐξῆραν τὴν σημασίαν τῆς ἡμέρας. Ἀκολούθως παρετέθη δεξίωσις, κατὰ τὴν ὁποίαν ἀντηλλάγησαν προπόσεις καὶ εὐχαὶ διὰ τὴν πρόοδον τοῦ ἔργου. — [855, 801, 1097, 888]
enorkoi-text: Κατὰ τὰς πληροφορίας τῶν ἁρμοδίων, τὸ ζήτημα θὰ ἐξετασθῇ ἐντὸς τῶν προσεχῶν ἡμερῶν ὑπὸ τῆς ἀρμοδίας ἐπιτροπῆς. Ἀναμένεται ὅτι θὰ ληφθοῦν ἀποφάσεις σχετικῶς μὲ τὴν συνέχισιν τῶν ἐργασιῶν καὶ τὴν ἐξασφάλισιν τῶν ἀπαιτουμένων πιστώσεων διὰ τὸ τρέχον ἔτος. — [506, 1508, 842, 1569]
bomb-text: Συμφώνως πρὸς ἐπίσημον ἀνακοίνωσιν τῆς Κυβερνήσεως, αἱ στρατιωτικαὶ δυνάμεις ἐξουδετέρωσαν τοὺς εἰσβολεῖς οἱ ὁποῖοι ἀπεβιβάσθησαν εἰς τὰς ἀκτὰς τῆς χώρας. Κατὰ τὰς συγκρούσεις ἐφονεύθησαν πολλοὶ ἐξ αὐτῶν, ἐνῶ οἱ ὑπόλοιποι συνελήφθησαν ὑπὸ τῶν ἀρχῶν. Ἡ τάξις ἀποκατεστάθη πλήρως εἰς ὅλην τὴν περιοχὴν καὶ ὁ πληθυσμὸς ἐπανῆλθεν εἰς τὰς συνήθεις ἀσχολίας του. — [1109, 798, 1553, 860]
section-kideiai: ΚΗΔΕΙΑΙ — [14, 1254, 236, 1287]
headline-nautikoi: ΔΥΟ ΡΩΣΟΙ ΝΑΥΤΙΚΟΙ ΚΑΤΕΦΥΓΑΝ ΕΙΣ ΤΟΝ ΚΑΝΑΔΑΝ — [855, 900, 1097, 937]
sub-dorea: Δωρεαί — [14, 859, 73, 875]
headline-armstrong: Ο ΛΟΥ'Ι-ΣΑΡΜΣΤΡΟΓΚ ΠΡΟΣΕΒΛΗΘΗ ΕΚ ΠΝΕΥΜΟΝΙΑΣ — [855, 755, 1097, 784]
eukleidis-text: Ἡ ἐκδήλωσις ἔλαβε χώραν παρουσίᾳ τῶν ἀρχῶν τῆς πόλεως καὶ πλήθους κόσμου. Ὡμίλησαν ὁ πρόεδρος καὶ οἱ ἐκπρόσωποι τῶν σωματείων, οἱ ὁποῖοι ἐξῆραν τὴν σημασίαν τῆς ἡμέρας. Ἀκολούθως παρετέθη δεξίωσις, κατὰ τὴν ὁποίαν ἀντηλλάγησαν προπόσεις καὶ εὐχαὶ διὰ τὴν πρόοδον τοῦ ἔργου. — [855, 1239, 1097, 1325]
headline-dimarchos: ΕΤΡΑΥΜΑΤΙΣΘΗ Ο ΠΡΩΗΝ ΔΗΜΑΡΧΟΣ ΘΕΣΣΑΛΟΝΙΚΗΣ — [1167, 1014, 1495, 1029]
erythros-text: Κατὰ τὰς πληροφορίας τῶν ἁρμοδίων, τὸ ζήτημα θὰ ἐξετασθῇ ἐντὸς τῶν προσεχῶν ἡμερῶν ὑπὸ τῆς ἀρμοδίας ἐπιτροπῆς. Ἀναμένεται ὅτι θὰ ληφθοῦν ἀποφάσεις σχετικῶς μὲ τὴν συνέχισιν τῶν ἐργασιῶν καὶ τὴν ἐξασφάλισιν τῶν ἀπαιτουμένων πιστώσεων διὰ τὸ τρέχον ἔτος. — [249, 902, 493, 989]
headline-dexiosis: ΔΕΞΙΩΣΙΣ ΠΡΟΣ ΤΙΜΗΝ ΤΗΣ Κ. ΑΓΑΠΙΔΟΥ ΣΧΙΝΑ — [886, 1465, 1065, 1495]
dateline-athinai: ΑΘΗΝΑΙ, 23.— — [506, 677, 587, 689]
column-3 — [500, 8, 849, 2312]
gamoi-text: Ἡ ἐκδήλωσις ἔλαβε χώραν παρουσίᾳ τῶν ἀρχῶν τῆς πόλεως καὶ πλήθους κόσμου. Ὡμίλησαν ὁ πρόεδρος καὶ οἱ ἐκπρόσωποι τῶν σωματείων, οἱ ὁποῖοι ἐξῆραν τὴν σημασίαν τῆς ἡμέρας. Ἀκολούθως παρετέθη δεξίωσις, κατὰ τὴν ὁποίαν ἀντηλλάγησαν προπόσεις καὶ εὐχαὶ διὰ τὴν πρόοδον τοῦ ἔργου. — [14, 415, 236, 514]
oikonomos-text-3: Κατὰ τὰς πληροφορίας τῶν ἁρμοδίων, τὸ ζήτημα θὰ ἐξετασθῇ ἐντὸς τῶν προσεχῶν ἡμερῶν ὑπὸ τῆς ἀρμοδίας ἐπιτροπῆς. Ἀναμένεται ὅτι θὰ ληφθοῦν ἀποφάσεις σχετικῶς μὲ τὴν συνέχισιν τῶν ἐργασιῶν καὶ τὴν ἐξασφάλισιν τῶν ἀπαιτουμένων πιστώσεων διὰ τὸ τρέχον ἔτος. — [14, 1909, 236, 1997]
sub-kalodiou: Συνδέεται διά καλωδίου μὲ τὴν καρδίαν — [1190, 107, 1473, 124]
photo-headline: ΑΙ ΝΕΑΙ ΑΠΟΦΟΙΤΟΙ ΤΟΥ «ΑΓΙΟΥ ΒΙΚΕΝΤΙΟΥ» — [14, 12, 236, 49]
headline-michanima: ΜΙΚΡΟΝ ΗΛΕΚΤΡΙΚΟΝ ΜΗΧΑΝΗΜΑ ΤΟΝΩΝΕΙ ΤΟΥΣ ΚΑΡΔΙΑΚΟΥΣ ΜΥΣ ΜΟΛΙΣ ΣΗΜΕΙΩΘΗ ΧΑΛΑΡΩΣΙΣ ΤΩΝ — [1133, 27, 1530, 105]
prespa-text: Ἡ ἐκδήλωσις ἔλαβε χώραν παρουσίᾳ τῶν ἀρχῶν τῆς πόλεως καὶ πλήθους κόσμου. Ὡμίλησαν ὁ πρόεδρος καὶ οἱ ἐκπρόσωποι τῶν σωματείων, οἱ ὁποῖοι ἐξῆραν τὴν σημασίαν τῆς ἡμέρας. Ἀκολούθως παρετέθη δεξίωσις, κατὰ τὴν ὁποίαν ἀντηλλάγησαν προπόσεις καὶ εὐχαὶ διὰ τὴν πρόοδον τοῦ ἔργου. — [249, 1185, 493, 1272]
sub-karakas: ΑΙ ΔΙΑΔΗΛΩΣΕΙΣ ΕΙΣ ΚΑΡΑΚΑΣ — [597, 353, 751, 366]
persia-text: Συμφώνως πρὸς ἐπίσημον ἀνακοίνωσιν τῆς Κυβερνήσεως, αἱ στρατιωτικαὶ δυνάμεις ἐξουδετέρωσαν τοὺς εἰσβολεῖς οἱ ὁποῖοι ἀπεβιβάσθησαν εἰς τὰς ἀκτὰς τῆς χώρας. Κατὰ τὰς συγκρούσεις ἐφονεύθησαν πολλοὶ ἐξ αὐτῶν, ἐνῶ οἱ ὑπόλοιποι συνελήφθησαν ὑπὸ τῶν ἀρχῶν. Ἡ τάξις ἀποκατεστάθη πλήρως εἰς ὅλην τὴν περιοχὴν καὶ ὁ πληθυσμὸς ἐπανῆλθεν εἰς τὰς συνήθεις ἀσχολίας του. — [249, 591, 493, 716]
michanima-text-2: Κατὰ τὰς πληροφορίας τῶν ἁρμοδίων, τὸ ζήτημα θὰ ἐξετασθῇ ἐντὸς τῶν προσεχῶν ἡμερῶν ὑπὸ τῆς ἀρμοδίας ἐπιτροπῆς. Ἀναμένεται ὅτι θὰ ληφθοῦν ἀποφάσεις σχετικῶς μὲ τὴν συνέχισιν τῶν ἐργασιῶν καὶ τὴν ἐξασφάλισιν τῶν ἀπαιτουμένων πιστώσεων διὰ τὸ τρέχον ἔτος. — [1109, 207, 1553, 257]
sub-syncharitiria: Συγχαρητήρια — [14, 628, 126, 645]
column-4 — [849, 8, 1103, 2312]
syncharitiria-text: Ἡ ἐκδήλωσις ἔλαβε χώραν παρουσίᾳ τῶν ἀρχῶν τῆς πόλεως καὶ πλήθους κόσμου. Ὡμίλησαν ὁ πρόεδρος καὶ οἱ ἐκπρόσωποι τῶν σωματείων, οἱ ὁποῖοι ἐξῆραν τὴν σημασίαν τῆς ἡμέρας. Ἀκολούθως παρετέθη δεξίωσις, κατὰ τὴν ὁποίαν ἀντηλλάγησαν προπόσεις καὶ εὐχαὶ διὰ τὴν πρόοδον τοῦ ἔργου. — [14, 646, 236, 745]
headline-louiziana: Ο ΨΥΧΟΠΑΘΗΣ ΚΥΒΕΡΝΗΤΗΣ ΤΗΣ ΑΟΥΙΖΙΑΝΑΣ ΠΡΟΣΕΚΛΗΘΗ ΕΙΣ ΤΟ ΔΙΚΑΣΤΗΡΙΟΝ — [268, 388, 474, 431]
headline-ntantritz: Η ΜΑΥΡΗ ΚΑΛΛΟΝΗ ΝΤΟΡΟΘΥ ΝΤΑΝΤΡΙΤΖ ΥΠΑΝΔΡΕΥΘΗ ΜΕ ΕΛΛΗΝΟΑΜΕΡΙΚΑΝΟΝ — [855, 223, 1097, 274]
chira-text: Ἡ ἐκδήλωσις ἔλαβε χώραν παρουσίᾳ τῶν ἀρχῶν τῆς πόλεως καὶ πλήθους κόσμου. Ὡμίλησαν ὁ πρόεδρος καὶ οἱ ἐκπρόσωποι τῶν σωματείων, οἱ ὁποῖοι ἐξῆραν τὴν σημασίαν τῆς ἡμέρας. Ἀκολούθως παρετέθη δεξίωσις, κατὰ τὴν ὁποίαν ἀντηλλάγησαν προπόσεις καὶ εὐχαὶ διὰ τὴν πρόοδον τοῦ ἔργου. — [1109, 406, 1554, 455]
doxologia-text: Κατὰ τὰς πληροφορίας τῶν ἁρμοδίων, τὸ ζήτημα θὰ ἐξετασθῇ ἐντὸς τῶν προσεχῶν ἡμερῶν ὑπὸ τῆς ἀρμοδίας ἐπιτροπῆς. Ἀναμένεται ὅτι θὰ ληφθοῦν ἀποφάσεις σχετικῶς μὲ τὴν συνέχισιν τῶν ἐργασιῶν καὶ τὴν ἐξασφάλισιν τῶν ἀπαιτουμένων πιστώσεων διὰ τὸ τρέχον ἔτος. — [249, 1313, 493, 1401]
exagogon-text: Κατὰ τὰς πληροφορίας τῶν ἁρμοδίων, τὸ ζήτημα θὰ ἐξετασθῇ ἐντὸς τῶν προσεχῶν ἡμερῶν ὑπὸ τῆς ἀρμοδίας ἐπιτροπῆς. Ἀναμένεται ὅτι θὰ ληφθοῦν ἀποφάσεις σχετικῶς μὲ τὴν συνέχισιν τῶν ἐργασιῶν καὶ τὴν ἐξασφάλισιν τῶν ἀπαιτουμένων πιστώσεων διὰ τὸ τρέχον ἔτος. — [506, 677, 842, 739]
kideia-text-3: Ἡ ἐκδήλωσις ἔλαβε χώραν παρουσίᾳ τῶν ἀρχῶν τῆς πόλεως καὶ πλήθους κόσμου. Ὡμίλησαν ὁ πρόεδρος καὶ οἱ ἐκπρόσωποι τῶν σωματείων, οἱ ὁποῖοι ἐξῆραν τὴν σημασίαν τῆς ἡμέρας. Ἀκολούθως παρετέθη δεξίωσις, κατὰ τὴν ὁποίαν ἀντηλλάγησαν προπόσεις καὶ εὐχαὶ διὰ τὴν πρόοδον τοῦ ἔργου. — [14, 1521, 236, 1621]
graduates-photo — [14, 53, 236, 298]
headline-kofalalon: ΑΙ ΕΚΔΕΙΞΕΙΣ ΤΗΣ ΣΧΟΛΗΣ ΚΩΦΑΛΑΛΩΝ — [249, 1412, 493, 1427]
anakoinothen-text: Συμφώνως πρὸς ἐπίσημον ἀνακοίνωσιν τῆς Κυβερνήσεως, αἱ στρατιωτικαὶ δυνάμεις ἐξουδετέρωσαν τοὺς εἰσβολεῖς οἱ ὁποῖοι ἀπεβιβάσθησαν εἰς τὰς ἀκτὰς τῆς χώρας. Κατὰ τὰς συγκρούσεις ἐφονεύθησαν πολλοὶ ἐξ αὐτῶν, ἐνῶ οἱ ὑπόλοιποι συνελήφθησαν ὑπὸ τῶν ἀρχῶν. Ἡ τάξις ἀποκατεστάθη πλήρως εἰς ὅλην τὴν περιοχὴν καὶ ὁ πληθυσμὸς ἐπανῆλθεν εἰς τὰς συνήθεις ἀσχολίας του. — [1109, 1482, 1553, 1544]
dateline-katerini: ΚΑΤΕΡΙΝΗ, 23.— — [1109, 406, 1206, 418]
michanima-text: Συμφώνως πρὸς ἐπίσημον ἀνακοίνωσιν τῆς Κυβερνήσεως, αἱ στρατιωτικαὶ δυνάμεις ἐξουδετέρωσαν τοὺς εἰσβολεῖς οἱ ὁποῖοι ἀπεβιβάσθησαν εἰς τὰς ἀκτὰς τῆς χώρας. Κατὰ τὰς συγκρούσεις ἐφονεύθησαν πολλοὶ ἐξ αὐτῶν, ἐνῶ οἱ ὑπόλοιποι συνελήφθησαν ὑπὸ τῶν ἀρχῶν. Ἡ τάξις ἀποκατεστάθη πλήρως εἰς ὅλην τὴν περιοχὴν καὶ ὁ πληθυσμὸς ἐπανῆλθεν εἰς τὰς συνήθεις ἀσχολίας του. — [1109, 144, 1553, 206]
column-1 — [8, 8, 243, 2312]
sub-mellontes-gamoi: Μέλλοντες γάμοι — [14, 1006, 152, 1022]
sub-afasia: Ἐν ἀφασίᾳ διεκομίσθη τὸ θῦμα — [1221, 369, 1442, 385]
headline-iapones: ΙΑΠΩΝΕΣ ΕΠΙΣΤΗΜΟΝΕΣ ΕΙΣ ΤΗΝ ΔΥΤ. ΓΕΡΜΑΝΙΑΝ — [1180, 1096, 1483, 1112]
dateline-santa-monika: ΣΑΝΤΑ ΜΟΝΙΚΑ, Καλιφόρνια, 23, (Ἀσοσ. Πρές).— — [855, 304, 1097, 328]
headline-erythros: Η 100Η ΕΠΕΤΕΙΟΣ ΤΗΣ ΙΔΡΥΣΕΩΣ ΤΟΥ ΕΡΥΘΡΟΥ ΣΤΑΥΡΟΥ — [258, 870, 484, 900]
newspaper-page — [8, 8, 1560, 2312]
headline-nosokomeion: ΔΙΕΚΟΜΙΣΘΗ Ο ΙΔΙΟΣ ΤΟ ΘΥΜΑ ΤΟΥ ΕΙΣ ΤΟ ΝΟΣΟΚΟΜΕΙΟΝ — [252, 999, 489, 1028]
oikonomos-text-2: Ἡ ἐκδήλωσις ἔλαβε χώραν παρουσίᾳ τῶν ἀρχῶν τῆς πόλεως καὶ πλήθους κόσμου. Ὡμίλησαν ὁ πρόεδρος καὶ οἱ ἐκπρόσωποι τῶν σωματείων, οἱ ὁποῖοι ἐξῆραν τὴν σημασίαν τῆς ἡμέρας. Ἀκολούθως παρετέθη δεξίωσις, κατὰ τὴν ὁποίαν ἀντηλλάγησαν προπόσεις καὶ εὐχαὶ διὰ τὴν πρόοδον τοῦ ἔργου. — [14, 1808, 236, 1908]
kataploi-text-2: Συμφώνως πρὸς ἐπίσημον ἀνακοίνωσιν τῆς Κυβερνήσεως, αἱ στρατιωτικαὶ δυνάμεις ἐξουδετέρωσαν τοὺς εἰσβολεῖς οἱ ὁποῖοι ἀπεβιβάσθησαν εἰς τὰς ἀκτὰς τῆς χώρας. Κατὰ τὰς συγκρούσεις ἐφονεύθησαν πολλοὶ ἐξ αὐτῶν, ἐνῶ οἱ ὑπόλοιποι συνελήφθησαν ὑπὸ τῶν ἀρχῶν. Ἡ τάξις ἀποκατεστάθη πλήρως εἰς ὅλην τὴν περιοχὴν καὶ ὁ πληθυσμὸς ἐπανῆλθεν εἰς τὰς συνήθεις ἀσχολίας του. — [249, 1783, 493, 1896]
kicker-palaion: ΚΑΤΑ ΠΑΛΑΙΟΝ ΕΘΙΜΟΝ — [249, 10, 493, 25]
headline-frontizi: Ο κ. ΦΡΟΝΤΙΖΙ ΕΠΙΖΗΤΕΙ ΝΑ ΕΥΡΥΝΗ ΤΗΝ ΒΑΣΙΝ ΤΗΣ ΚΥΒΕΡΝΗΣΕΩΣ ΤΟΥ — [1138, 550, 1525, 594]
kicker-argentinin: Ἡ ἀναταραχὴ εἰς τὴν Ἀργεντινὴν — [1109, 533, 1553, 549]
headline-katadikos: ΜΕΤΑ ΠΕΝΤΕ ΑΝΑΒΟΛΑΣ ΕΚΤΕΛΕΙΤΑΙ ΑΥΡΙΟΝ ΑΜΕΡΙΚΑΝΟΣ ΚΑΤΑΔΙΚΟΣ — [258, 726, 484, 756]
kataploi-text: Κατὰ τὰς πληροφορίας τῶν ἁρμοδίων, τὸ ζήτημα θὰ ἐξετασθῇ ἐντὸς τῶν προσεχῶν ἡμερῶν ὑπὸ τῆς ἀρμοδίας ἐπιτροπῆς. Ἀναμένεται ὅτι θὰ ληφθοῦν ἀποφάσεις σχετικῶς μὲ τὴν συνέχισιν τῶν ἐργασιῶν καὶ τὴν ἐξασφάλισιν τῶν ἀπαιτουμένων πιστώσεων διὰ τὸ τρέχον ἔτος. — [249, 1696, 493, 1783]
kideia-text-2: Κατὰ τὰς πληροφορίας τῶν ἁρμοδίων, τὸ ζήτημα θὰ ἐξετασθῇ ἐντὸς τῶν προσεχῶν ἡμερῶν ὑπὸ τῆς ἀρμοδίας ἐπιτροπῆς. Ἀναμένεται ὅτι θὰ ληφθοῦν ἀποφάσεις σχετικῶς μὲ τὴν συνέχισιν τῶν ἐργασιῶν καὶ τὴν ἐξασφάλισιν τῶν ἀπαιτουμένων πιστώσεων διὰ τὸ τρέχον ἔτος. — [14, 1433, 236, 1520]
sub-moicheia: ΑΛΛΑ ΤΟ ΔΙΚΑΣΤΗΡΙΟΝ ΤΗΝ ΚΑΤΕΔΙΚΑΣΕΝ — [866, 617, 1085, 629]
